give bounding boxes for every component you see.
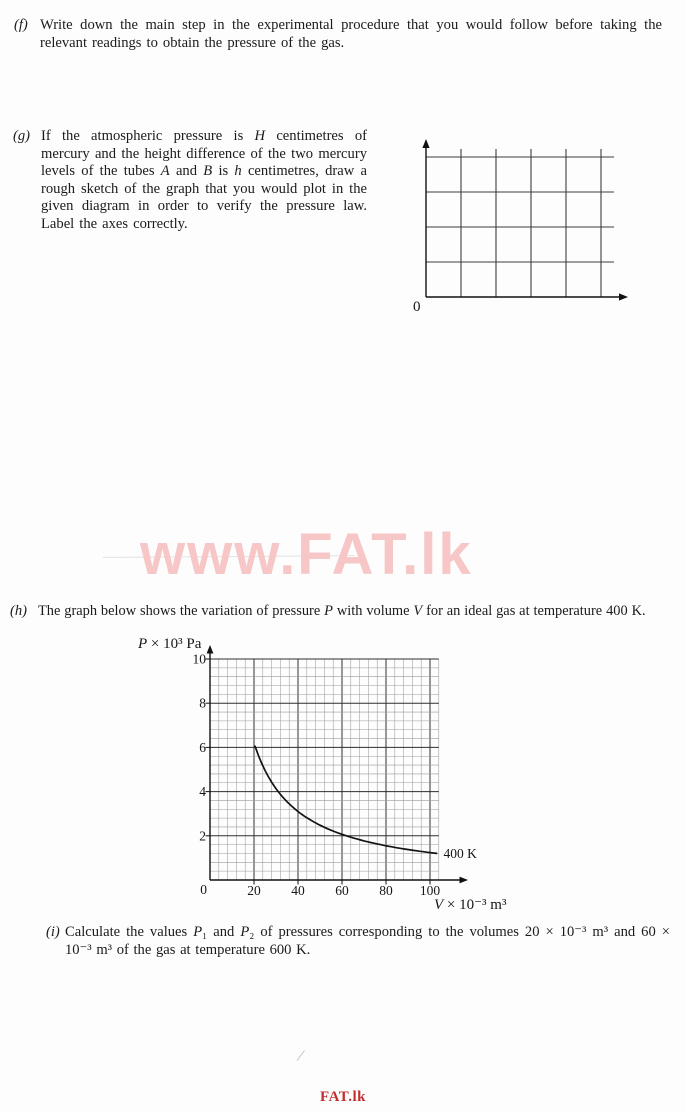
- question-i-label: (i): [46, 924, 60, 940]
- y-tick-label: 8: [199, 695, 206, 711]
- question-i-text: Calculate the values P₁ and P₂ of pressures corresponding to the volumes 20 × 10⁻³ m³ and 60 × 10⁻³ m³ of the gas at temperature 600 K.: [65, 924, 670, 958]
- footer-brand: FAT.lk: [320, 1089, 366, 1105]
- pv-graph-chart: [130, 628, 522, 918]
- sketch-y-axis-arrow-icon: [422, 139, 429, 148]
- question-i: [46, 924, 672, 959]
- pv-x-axis-title: V × 10⁻³ m³: [434, 897, 507, 913]
- question-h-label: (h): [10, 603, 28, 619]
- x-tick-label: 40: [291, 883, 305, 898]
- y-tick-label: 4: [199, 784, 206, 800]
- question-f-label: (f): [14, 17, 28, 33]
- pv-x-axis-arrow-icon: [460, 877, 469, 884]
- question-h-text: The graph below shows the variation of pressure P with volume V for an ideal gas at temperature 400 K.: [38, 603, 646, 619]
- sketch-grid-chart: [400, 132, 640, 320]
- isotherm-curve: [255, 746, 437, 853]
- question-f: [14, 17, 664, 52]
- watermark: www.FAT.lk: [140, 522, 473, 587]
- stray-pen-mark: /: [296, 1045, 305, 1066]
- question-g-text: If the atmospheric pressure is H centimetres of mercury and the height difference of the two mercury levels of the tubes A and B is h centimetres, draw a rough sketch of the graph that you would plot in the given diagram in order to verify the pressure law. Label the axes correctly.: [41, 128, 367, 232]
- sketch-x-axis-arrow-icon: [619, 293, 628, 300]
- x-tick-label: 80: [379, 883, 393, 898]
- x-tick-label: 20: [247, 883, 261, 898]
- y-tick-label: 6: [199, 739, 206, 755]
- x-tick-label: 100: [419, 883, 441, 898]
- question-g-label: (g): [13, 128, 31, 144]
- x-tick-label: 60: [335, 883, 349, 898]
- y-tick-label: 2: [199, 828, 206, 844]
- question-f-text: Write down the main step in the experimental procedure that you would follow before taking the relevant readings to obtain the pressure of the gas.: [40, 17, 662, 51]
- question-h: [10, 603, 678, 621]
- y-tick-label: 10: [192, 651, 206, 667]
- pv-y-axis-title: P × 10³ Pa: [138, 636, 202, 652]
- curve-temperature-label: 400 K: [443, 846, 477, 861]
- pv-y-axis-arrow-icon: [207, 645, 214, 654]
- question-g: [13, 128, 369, 233]
- pv-origin-label: 0: [200, 882, 207, 897]
- sketch-origin-label: 0: [413, 299, 421, 315]
